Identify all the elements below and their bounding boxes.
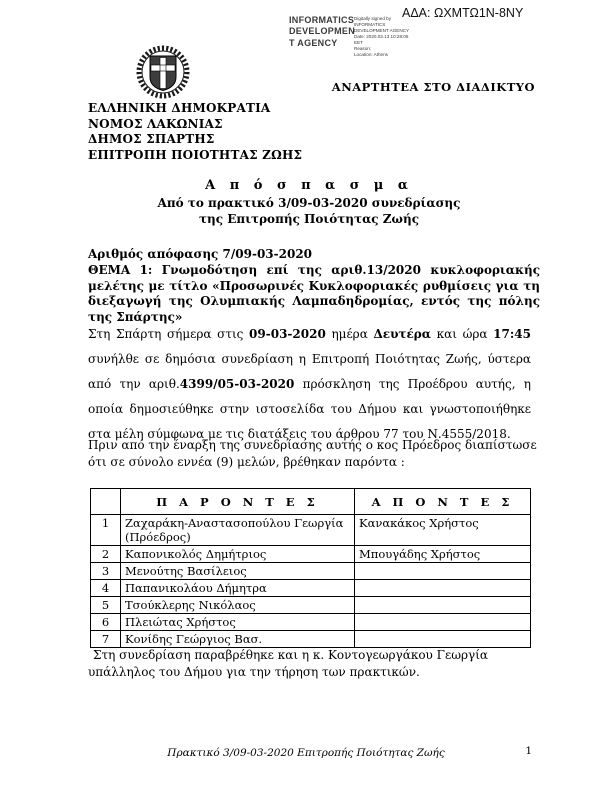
table-row <box>91 597 531 614</box>
p1-text: συνήλθε σε δημόσια συνεδρίαση η Επιτροπή Ποιότητας Ζωής, ύστερα από την αριθ. <box>88 352 531 391</box>
table-header-row <box>91 489 531 515</box>
internet-posting-notice: ΑΝΑΡΤΗΤΕΑ ΣΤΟ ΔΙΑΔΙΚΤΥΟ <box>331 80 535 94</box>
header-committee: ΕΠΙΤΡΟΠΗ ΠΟΙΟΤΗΤΑΣ ΖΩΗΣ <box>88 147 303 162</box>
stamp-sig-line: DEVELOPMENT AGENCY <box>354 27 410 33</box>
p1-protocol-bold: 4399/05-03-2020 <box>179 377 295 391</box>
present-member: Κονίδης Γεώργιος Βασ. <box>121 631 355 648</box>
footer-document-reference: Πρακτικό 3/09-03-2020 Επιτροπής Ποιότητας Ζωής <box>167 747 445 759</box>
stamp-agency-line: INFORMATICS <box>289 15 355 25</box>
row-number: 6 <box>91 614 121 631</box>
absent-member <box>355 563 531 580</box>
p1-text: και ώρα <box>430 327 494 341</box>
paragraph-convocation <box>88 322 531 447</box>
document-title: Α π ό σ π α σ μ α <box>205 178 413 193</box>
decision-number: Αριθμός απόφασης 7/09-03-2020 <box>88 247 313 261</box>
p1-date-bold: 09-03-2020 <box>249 327 326 341</box>
absent-member <box>355 631 531 648</box>
present-member: Καπονικολός Δημήτριος <box>121 546 355 563</box>
present-member: Τσούκλερης Νικόλαος <box>121 597 355 614</box>
title-minutes-line: Από το πρακτικό 3/09-03-2020 συνεδρίασης <box>157 196 461 210</box>
stamp-sig-line: Location: Athens <box>354 51 388 57</box>
stamp-agency-line: DEVELOPMEN <box>289 26 356 37</box>
table-row <box>91 580 531 597</box>
digital-signature-stamp <box>289 15 419 58</box>
members-table <box>90 488 531 648</box>
header-absent-cell: Α Π Ο Ν Τ Ε Σ <box>355 489 531 515</box>
table-row <box>91 631 531 648</box>
row-number: 4 <box>91 580 121 597</box>
stamp-sig-line: INFORMATICS <box>354 21 386 27</box>
table-row <box>91 515 531 546</box>
stamp-agency-line: T AGENCY <box>289 37 338 48</box>
footer-page-number: 1 <box>525 745 532 757</box>
stamp-signature-details <box>354 15 416 58</box>
p1-text: Στη Σπάρτη σήμερα στις <box>88 327 250 341</box>
greek-national-emblem-icon <box>127 44 199 106</box>
header-prefecture: ΝΟΜΟΣ ΛΑΚΩΝΙΑΣ <box>88 116 223 131</box>
members-table-wrapper <box>90 488 531 648</box>
row-number: 5 <box>91 597 121 614</box>
table-row <box>91 546 531 563</box>
row-number: 3 <box>91 563 121 580</box>
absent-member: Κανακάκος Χρήστος <box>355 515 531 546</box>
absent-member <box>355 614 531 631</box>
decision-block <box>88 247 540 326</box>
p1-text: ημέρα <box>325 327 374 341</box>
decision-subject: ΘΕΜΑ 1: Γνωμοδότηση επί της αριθ.13/2020 κυκλοφοριακής μελέτης με τίτλο «Προσωρινές Κυκλοφοριακές ρυθμίσεις για τη διεξαγωγή της Ολυμπιακής Λαμπαδηδρομίας, εντός της πόλης της Σπάρτης» <box>88 262 540 325</box>
header-republic: ΕΛΛΗΝΙΚΗ ΔΗΜΟΚΡΑΤΙΑ <box>88 101 271 115</box>
present-member: Ζαχαράκη-Αναστασοπούλου Γεωργία (Πρόεδρος) <box>121 515 355 546</box>
row-number: 2 <box>91 546 121 563</box>
title-block <box>88 178 530 227</box>
paragraph-quorum: Πριν από την έναρξη της συνεδρίασης αυτής ο κος Πρόεδρος διαπίστωσε ότι σε σύνολο εννέα (9) μελών, βρέθηκαν παρόντα : <box>88 438 537 469</box>
title-committee-line: της Επιτροπής Ποιότητας Ζωής <box>198 211 420 226</box>
government-header <box>88 101 302 163</box>
p1-day-bold: Δευτέρα <box>373 327 431 341</box>
stamp-sig-line: Reason: <box>354 45 372 51</box>
stamp-sig-line: Digitally signed by <box>354 16 392 21</box>
paragraph-secretary: Στη συνεδρίαση παραβρέθηκε και η κ. Κοντογεωργάκου Γεωργία υπάλληλος του Δήμου για την τήρηση των πρακτικών. <box>88 648 489 679</box>
present-member: Πλειώτας Χρήστος <box>121 614 355 631</box>
header-present-cell: Π Α Ρ Ο Ν Τ Ε Σ <box>121 489 355 515</box>
ada-code: ΑΔΑ: ΩΧΜΤΩ1Ν-8ΝΥ <box>402 6 524 20</box>
stamp-sig-line: EET <box>354 39 363 45</box>
row-number: 1 <box>91 515 121 546</box>
present-member: Παπανικολάου Δήμητρα <box>121 580 355 597</box>
table-row <box>91 614 531 631</box>
present-member: Μενούτης Βασίλειος <box>121 563 355 580</box>
p1-text: πρόσκληση της Προέδρου αυτής, η οποία δημοσιεύθηκε στην ιστοσελίδα του Δήμου και γνωστοποιήθηκε στα μέλη σύμφωνα με τις διατάξεις του άρθρου 77 του Ν.4555/2018. <box>88 377 531 441</box>
absent-member <box>355 580 531 597</box>
stamp-agency-name <box>289 15 356 58</box>
header-number-cell <box>91 489 121 515</box>
header-municipality: ΔΗΜΟΣ ΣΠΑΡΤΗΣ <box>88 132 215 146</box>
absent-member: Μπουγάδης Χρήστος <box>355 546 531 563</box>
row-number: 7 <box>91 631 121 648</box>
absent-member <box>355 597 531 614</box>
stamp-sig-line: Date: 2020.03.13 10:28:06 <box>354 33 409 39</box>
p1-time-bold: 17:45 <box>493 327 531 341</box>
table-row <box>91 563 531 580</box>
